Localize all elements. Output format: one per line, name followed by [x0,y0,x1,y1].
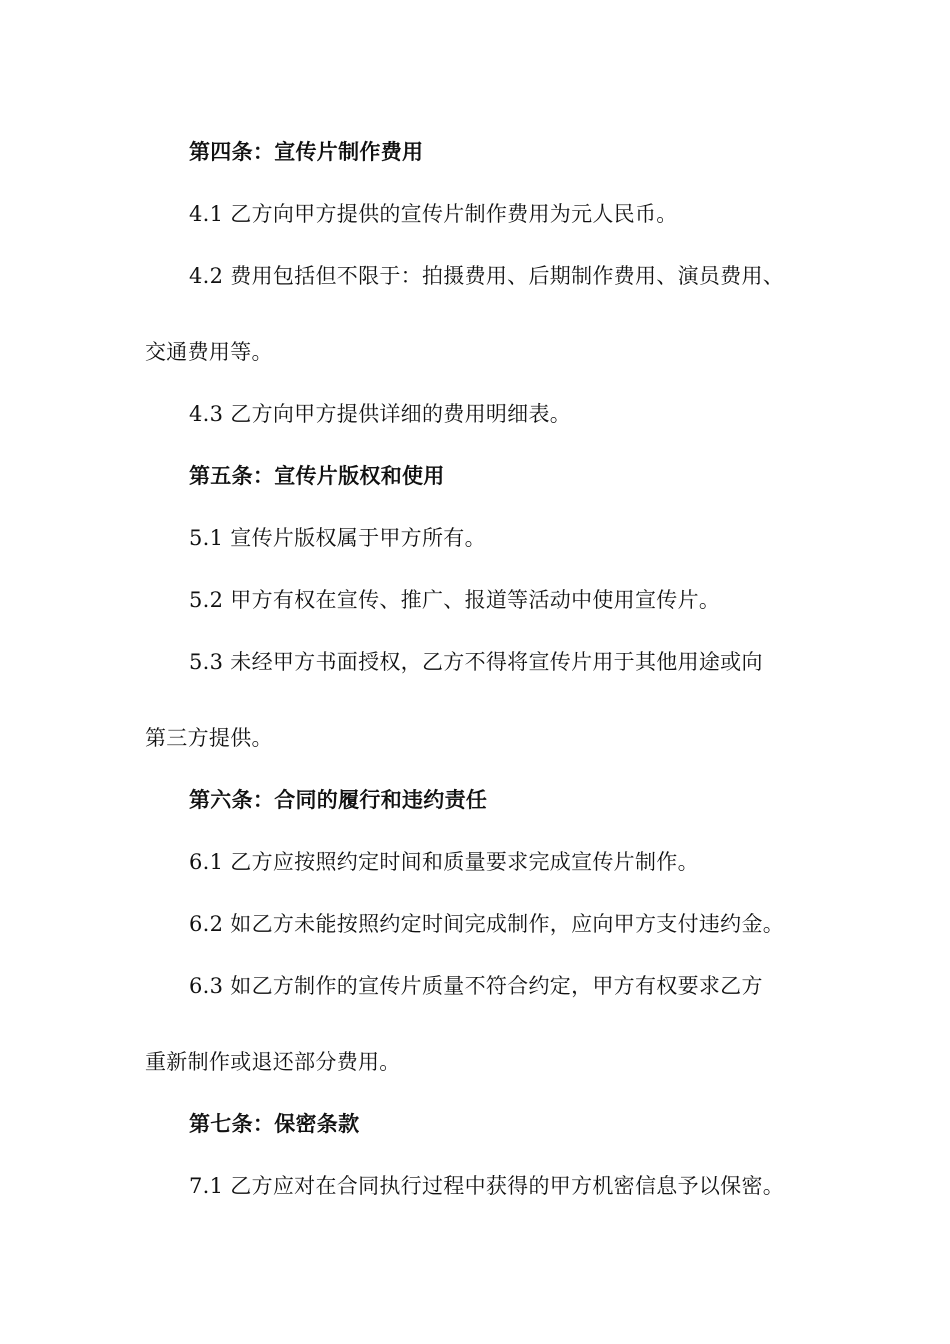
section-heading: 第七条：保密条款 [189,1112,360,1136]
section-heading: 第五条：宣传片版权和使用 [189,464,445,488]
clause-6-2: 6.2 如乙方未能按照约定时间完成制作，应向甲方支付违约金。 [189,912,785,936]
section-heading: 第四条：宣传片制作费用 [189,140,424,164]
clause-4-1: 4.1 乙方向甲方提供的宣传片制作费用为元人民币。 [189,202,678,226]
clause-5-2: 5.2 甲方有权在宣传、推广、报道等活动中使用宣传片。 [189,588,721,612]
clause-4-3: 4.3 乙方向甲方提供详细的费用明细表。 [189,402,572,426]
clause-5-1: 5.1 宣传片版权属于甲方所有。 [189,526,486,550]
section-heading: 第六条：合同的履行和违约责任 [189,788,488,812]
clause-6-1: 6.1 乙方应按照约定时间和质量要求完成宣传片制作。 [189,850,699,874]
clause-7-1: 7.1 乙方应对在合同执行过程中获得的甲方机密信息予以保密。 [189,1174,785,1198]
clause-5-3: 5.3 未经甲方书面授权，乙方不得将宣传片用于其他用途或向 [189,650,763,674]
clause-4-2: 4.2 费用包括但不限于：拍摄费用、后期制作费用、演员费用、 [189,264,785,288]
clause-6-3: 6.3 如乙方制作的宣传片质量不符合约定，甲方有权要求乙方 [189,974,763,998]
clause-6-3-continuation: 重新制作或退还部分费用。 [145,1050,401,1074]
clause-4-2-continuation: 交通费用等。 [145,340,273,364]
clause-5-3-continuation: 第三方提供。 [145,726,273,750]
